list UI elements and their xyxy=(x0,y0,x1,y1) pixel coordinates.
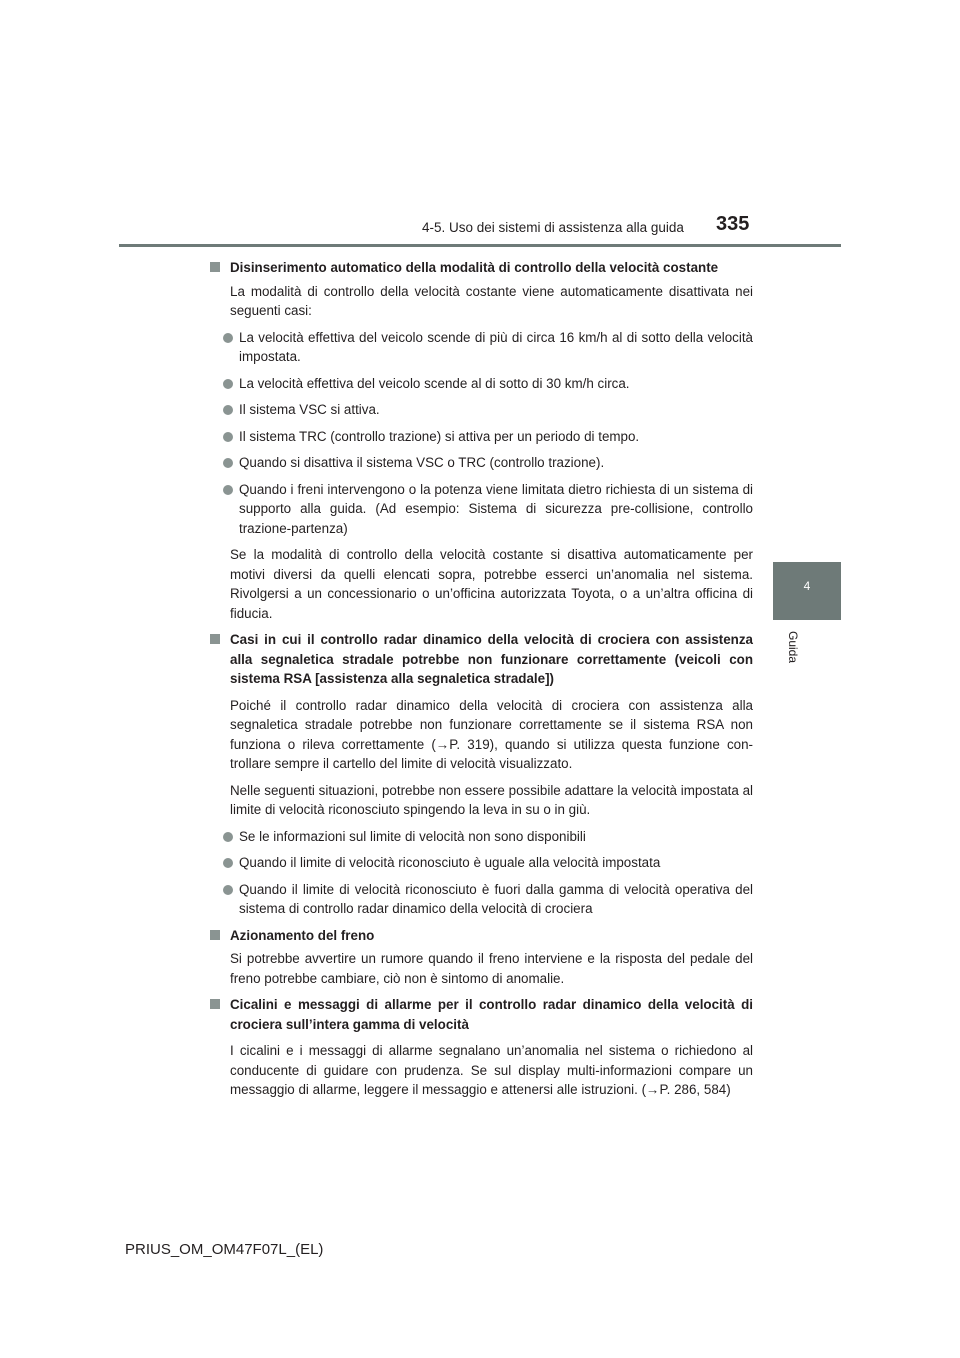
square-bullet-icon xyxy=(210,930,220,940)
chapter-label-container xyxy=(786,631,802,671)
chapter-label: Guida xyxy=(786,631,800,664)
heading-text: Disinserimento automatico della modalità di controllo della velocità costante xyxy=(230,260,719,275)
section-title: 4-5. Uso dei sistemi di assistenza alla guida xyxy=(422,220,684,235)
heading-text: Azionamento del freno xyxy=(230,927,375,943)
list-item xyxy=(210,480,753,539)
list-item-text: Quando i freni intervengono o la potenza viene limitata dietro richiesta di un sistema di supporto alla guida. (Ad esempio: Sistema di sicurezza pre-collisione, controllo trazione-partenza) xyxy=(239,481,753,536)
heading-text: Cicalini e messaggi di allarme per il controllo radar dinamico della velocità di crociera sull’intera gamma di velocità xyxy=(230,997,753,1032)
list-item xyxy=(210,880,753,919)
circle-bullet-icon xyxy=(223,379,233,389)
header-divider xyxy=(119,244,841,247)
circle-bullet-icon xyxy=(223,405,233,415)
document-code: PRIUS_OM_OM47F07L_(EL) xyxy=(125,1241,324,1258)
chapter-number: 4 xyxy=(803,579,811,593)
square-bullet-icon xyxy=(210,634,220,644)
list-item xyxy=(210,453,753,473)
page-number: 335 xyxy=(716,213,750,235)
list-item xyxy=(210,427,753,447)
circle-bullet-icon xyxy=(223,832,233,842)
paragraph: Poiché il controllo radar dinamico della velocità di crociera con assistenza alla segnaletica stradale potrebbe non funzionare correttamente se il sistema RSA non funziona o rileva correttamente (→P. 319), quando si utilizza questa funzione con- trollare sempre il cartello del limite di velocità visualizzato. xyxy=(230,697,753,771)
paragraph: La modalità di controllo della velocità costante viene automaticamente disattivata nei seguenti casi: xyxy=(230,283,753,318)
list-item-text: La velocità effettiva del veicolo scende di più di circa 16 km/h al di sotto della velocità impostata. xyxy=(239,329,753,364)
paragraph: Nelle seguenti situazioni, potrebbe non essere possibile adattare la velocità impostata al limite di velocità riconosciuto spingendo la leva in su o in giù. xyxy=(230,782,753,817)
square-bullet-icon xyxy=(210,262,220,272)
paragraph: Se la modalità di controllo della velocità costante si disattiva automaticamente per motivi diversi da quelli elencati sopra, potrebbe esserci un’anomalia nel sistema. Rivolgersi a un concessionario o un’officina autorizzata Toyota, o a un’altra officina di fiducia. xyxy=(230,547,753,621)
list-item xyxy=(210,853,753,873)
paragraph: Si potrebbe avvertire un rumore quando il freno interviene e la risposta del pedale del freno potrebbe cambiare, ciò non è sintomo di anomalie. xyxy=(230,951,753,986)
circle-bullet-icon xyxy=(223,458,233,468)
list-item-text: Quando si disattiva il sistema VSC o TRC (controllo trazione). xyxy=(239,455,605,470)
circle-bullet-icon xyxy=(223,485,233,495)
heading-text: Casi in cui il controllo radar dinamico della velocità di crociera con assistenza alla segnaletica stradale potrebbe non funzionare correttamente (veicoli con sistema RSA [assistenza alla segnaletica stradale]) xyxy=(230,632,753,686)
section-heading xyxy=(210,630,753,689)
list-item xyxy=(210,400,753,420)
list-item-text: Il sistema VSC si attiva. xyxy=(239,402,380,417)
list-item xyxy=(210,827,753,847)
list-item-text: La velocità effettiva del veicolo scende al di sotto di 30 km/h circa. xyxy=(239,375,630,391)
list-item xyxy=(210,328,753,367)
circle-bullet-icon xyxy=(223,858,233,868)
chapter-tab xyxy=(773,562,841,620)
list-item-text: Il sistema TRC (controllo trazione) si attiva per un periodo di tempo. xyxy=(239,428,640,444)
paragraph: I cicalini e i messaggi di allarme segnalano un’anomalia nel sistema o richiedono al conducente di guidare con prudenza. Se sul display multi-informazioni compare un messaggio di allarme, leggere il messaggio e attenersi alle istruzioni. (→P. 286, 584) xyxy=(230,1043,753,1097)
section-heading xyxy=(210,995,753,1034)
circle-bullet-icon xyxy=(223,333,233,343)
list-item xyxy=(210,374,753,394)
list-item-text: Quando il limite di velocità riconosciuto è fuori dalla gamma di velocità operativa del sistema di controllo radar dinamico della velocità di crociera xyxy=(239,881,753,916)
page-header xyxy=(0,0,960,250)
circle-bullet-icon xyxy=(223,432,233,442)
list-item-text: Quando il limite di velocità riconosciuto è uguale alla velocità impostata xyxy=(239,855,661,870)
square-bullet-icon xyxy=(210,999,220,1009)
page-content xyxy=(210,254,753,1100)
list-item-text: Se le informazioni sul limite di velocità non sono disponibili xyxy=(239,828,586,844)
section-heading xyxy=(210,258,753,278)
circle-bullet-icon xyxy=(223,885,233,895)
section-heading xyxy=(210,926,753,946)
